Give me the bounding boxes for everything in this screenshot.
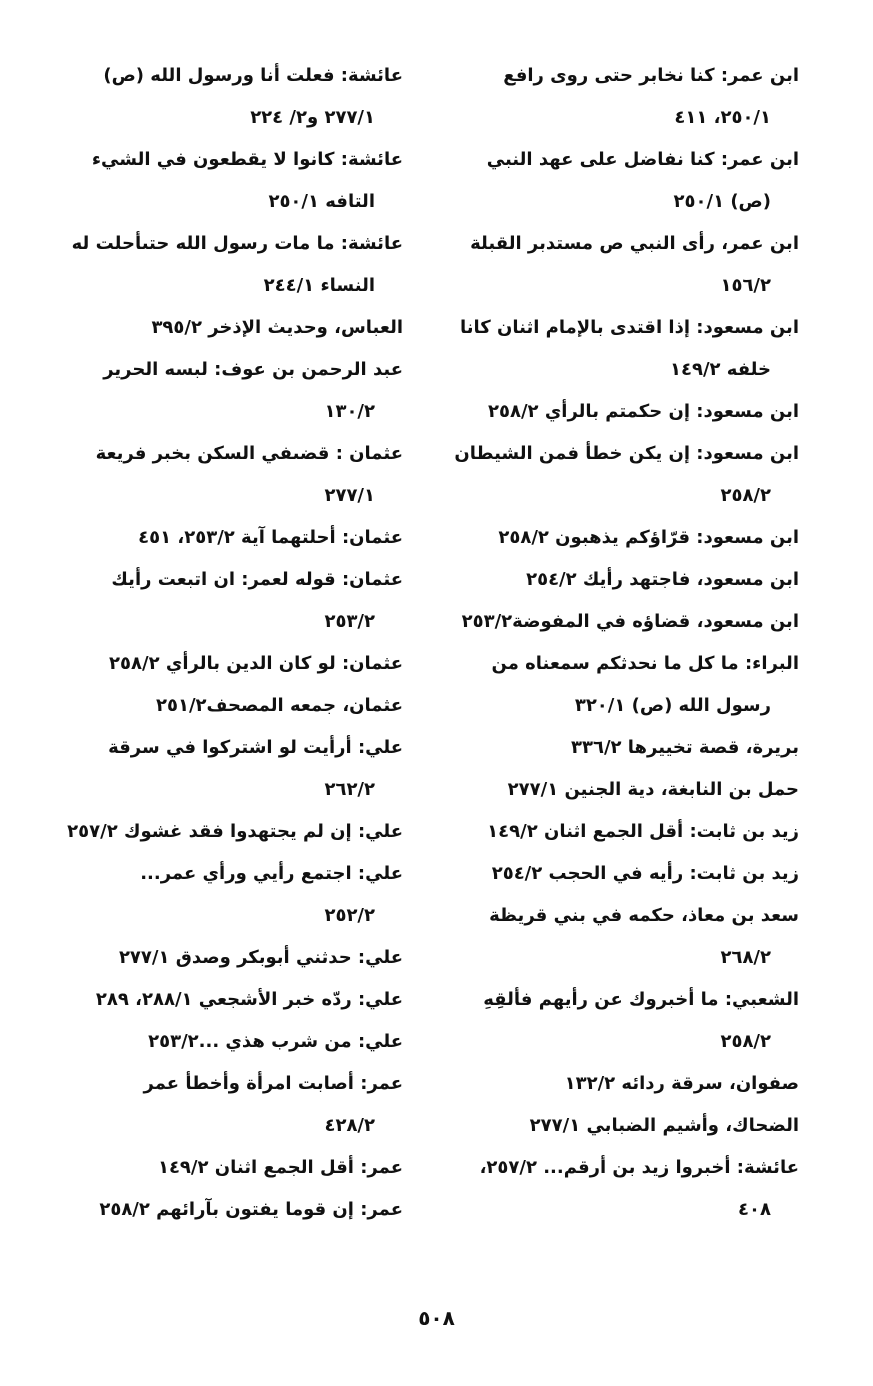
index-entry-continuation: ٢٥٨/٢: [720, 485, 771, 506]
index-entry: علي: حدثني أبوبكر وصدق ٢٧٧/١: [118, 947, 403, 968]
index-entry: علي: من شرب هذي ...٢٥٣/٢: [148, 1031, 403, 1052]
index-entry: عثمان: لو كان الدين بالرأي ٢٥٨/٢: [109, 653, 403, 674]
index-entry: بريرة، قصة تخييرها ٣٣٦/٢: [570, 737, 799, 758]
index-entry-continuation: ١٣٠/٢: [324, 401, 375, 422]
index-entry-continuation: ٢٧٧/١: [324, 485, 375, 506]
index-entry: زيد بن ثابت: أقل الجمع اثنان ١٤٩/٢: [487, 821, 799, 842]
index-entry: ابن عمر، رأى النبي ص مستدبر القبلة: [470, 233, 799, 254]
index-entry: عثمان: أحلتهما آية ٢٥٣/٢، ٤٥١: [138, 527, 403, 548]
page-number: ٥٠٨: [418, 1306, 455, 1330]
index-entry-continuation: ١٥٦/٢: [720, 275, 771, 296]
index-entry: ابن مسعود، قضاؤه في المفوضة٢٥٣/٢: [461, 611, 799, 632]
index-entry-continuation: ٢٥٨/٢: [720, 1031, 771, 1052]
index-entry: عمر: أقل الجمع اثنان ١٤٩/٢: [157, 1157, 403, 1178]
index-entry: علي: إن لم يجتهدوا فقد غشوك ٢٥٧/٢: [67, 821, 403, 842]
index-entry: ابن عمر: كنا نفاضل على عهد النبي: [486, 149, 799, 170]
index-entry: عمر: إن قوما يفتون بآرائهم ٢٥٨/٢: [99, 1199, 403, 1220]
index-entry: عبد الرحمن بن عوف: لبسه الحرير: [103, 359, 403, 380]
index-entry-continuation: ٢٥٠/١، ٤١١: [674, 107, 771, 128]
index-entry-continuation: ٢٥٢/٢: [324, 905, 375, 926]
index-entry: علي: اجتمع رأيي ورأي عمر...: [140, 863, 403, 884]
index-entry: سعد بن معاذ، حكمه في بني قريظة: [489, 905, 799, 926]
index-entry: العباس، وحديث الإذخر ٣٩٥/٢: [151, 317, 403, 338]
index-entry: عائشة: أخبروا زيد بن أرقم... ٢٥٧/٢،: [479, 1157, 799, 1178]
index-entry-continuation: النساء ٢٤٤/١: [263, 275, 375, 296]
index-entry-continuation: ٢٥٣/٢: [324, 611, 375, 632]
index-entry-continuation: التافه ٢٥٠/١: [268, 191, 375, 212]
index-entry: علي: أرأيت لو اشتركوا في سرقة: [108, 737, 403, 758]
index-entry: عثمان: قوله لعمر: ان اتبعت رأيك: [111, 569, 403, 590]
index-entry: حمل بن النابغة، دية الجنين ٢٧٧/١: [507, 779, 799, 800]
index-entry: الضحاك، وأشيم الضبابي ٢٧٧/١: [529, 1115, 799, 1136]
index-entry-continuation: ٤٠٨: [738, 1199, 771, 1220]
index-entry: ابن مسعود: قرّاؤكم يذهبون ٢٥٨/٢: [498, 527, 799, 548]
index-entry-continuation: (ص) ٢٥٠/١: [673, 191, 771, 212]
index-entry-continuation: ٢٦٢/٢: [324, 779, 375, 800]
index-entry-continuation: ٤٢٨/٢: [324, 1115, 375, 1136]
index-entry: زيد بن ثابت: رأيه في الحجب ٢٥٤/٢: [491, 863, 799, 884]
index-entry: ابن مسعود: إن يكن خطأ فمن الشيطان: [454, 443, 799, 464]
index-entry: البراء: ما كل ما نحدثكم سمعناه من: [491, 653, 799, 674]
index-entry: عائشة: ما مات رسول الله حتىأحلت له: [71, 233, 403, 254]
index-entry-continuation: ٢٧٧/١ و٢/ ٢٢٤: [250, 107, 375, 128]
index-entry-continuation: ٢٦٨/٢: [720, 947, 771, 968]
index-entry-continuation: خلفه ١٤٩/٢: [670, 359, 771, 380]
index-entry: ابن مسعود: إن حكمتم بالرأي ٢٥٨/٢: [488, 401, 799, 422]
index-entry: الشعبي: ما أخبروك عن رأيهم فألقِهِ: [483, 989, 799, 1010]
index-column-left: [67, 55, 403, 1231]
index-entry-continuation: رسول الله (ص) ٣٢٠/١: [574, 695, 771, 716]
index-entry: عائشة: كانوا لا يقطعون في الشيء: [91, 149, 403, 170]
index-entry: عمر: أصابت امرأة وأخطأ عمر: [143, 1073, 403, 1094]
index-entry: صفوان، سرقة ردائه ١٣٢/٢: [564, 1073, 799, 1094]
index-entry: عثمان : قضىفي السكن بخبر فريعة: [95, 443, 403, 464]
index-entry: ابن مسعود، فاجتهد رأيك ٢٥٤/٢: [526, 569, 799, 590]
index-entry: علي: ردّه خبر الأشجعي ٢٨٨/١، ٢٨٩: [95, 989, 403, 1010]
index-entry: عثمان، جمعه المصحف٢٥١/٢: [156, 695, 403, 716]
index-entry: ابن عمر: كنا نخابر حتى روى رافع: [503, 65, 799, 86]
index-entry: ابن مسعود: إذا اقتدى بالإمام اثنان كانا: [459, 317, 799, 338]
index-column-right: [454, 55, 799, 1231]
index-entry: عائشة: فعلت أنا ورسول الله (ص): [103, 65, 403, 86]
